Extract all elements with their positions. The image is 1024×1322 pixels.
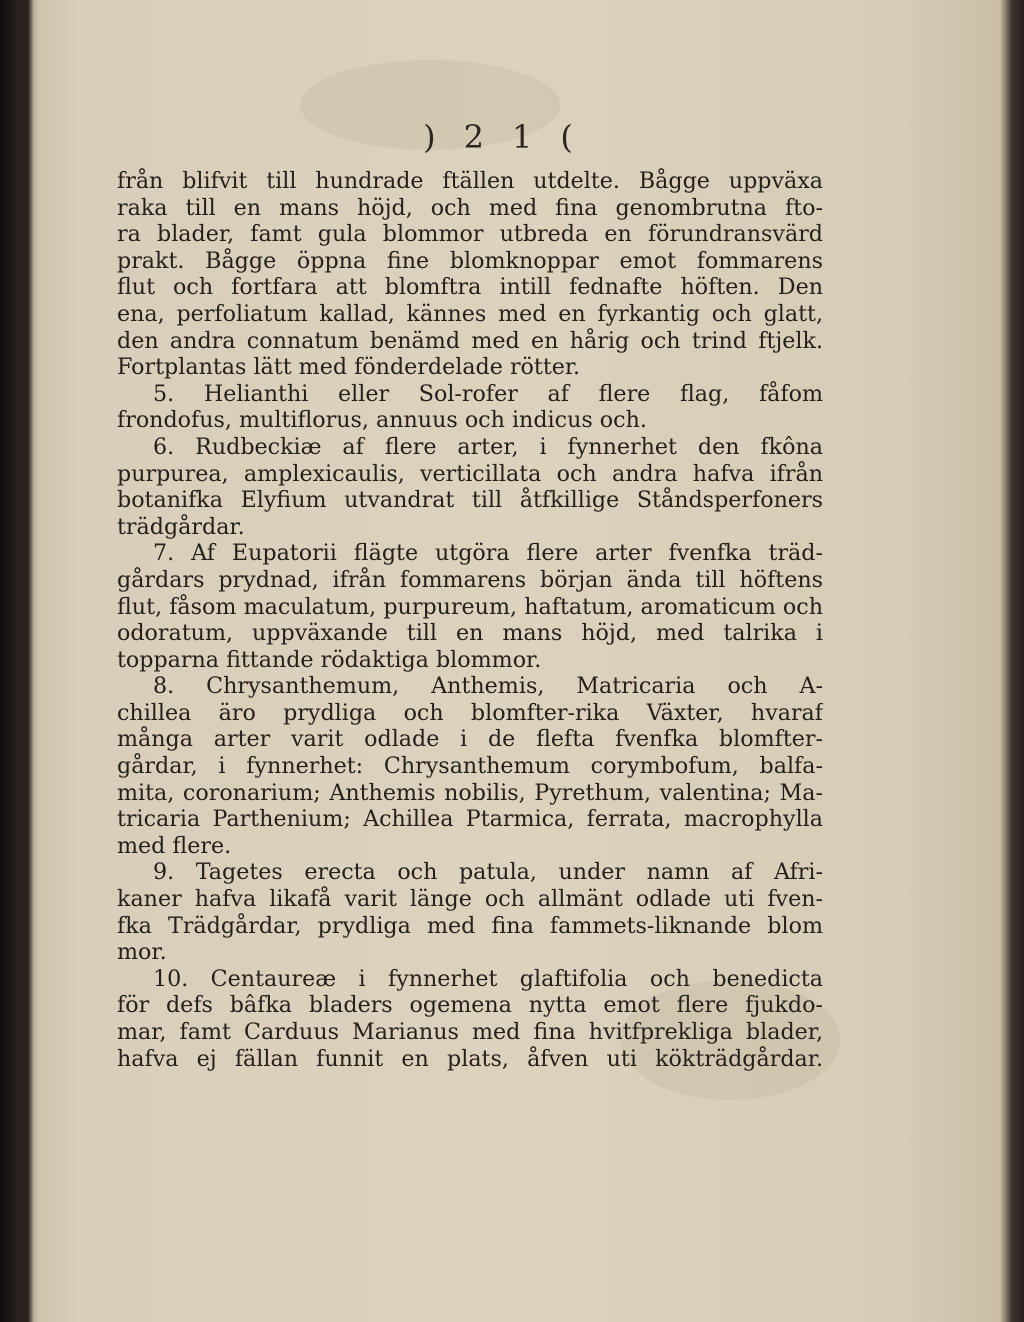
text-line: 9. Tagetes erecta och patula, under namn af Afri- — [153, 859, 823, 886]
text-line: botanifka Elyfium utvandrat till åtfkillige Ståndsperfoners — [117, 487, 823, 514]
text-line: mor. — [117, 939, 167, 966]
text-line: gårdar, i fynnerhet: Chrysanthemum corymbofum, balfa- — [117, 753, 823, 780]
text-line: flut, fåsom maculatum, purpureum, haftatum, aromaticum och — [117, 593, 823, 620]
text-line: prakt. Bågge öppna fine blomknoppar emot fommarens — [117, 247, 823, 274]
text-line: ra blader, famt gula blommor utbreda en förundransvärd — [117, 221, 823, 248]
text-line: mita, coronarium; Anthemis nobilis, Pyrethum, valentina; Ma- — [117, 779, 823, 806]
text-line: den andra connatum benämd med en hårig och trind ftjelk. — [117, 327, 823, 354]
page-number: 21 — [463, 118, 561, 156]
text-line: trädgårdar. — [117, 513, 245, 540]
text-line: fka Trädgårdar, prydliga med fina fammets-liknande blom — [117, 912, 823, 939]
text-line: chillea äro prydliga och blomfter-rika Växter, hvaraf — [117, 699, 823, 726]
text-line: 8. Chrysanthemum, Anthemis, Matricaria och A- — [153, 673, 823, 700]
text-line: tricaria Parthenium; Achillea Ptarmica, ferrata, macrophylla — [117, 806, 823, 833]
header-left-mark: ) — [423, 118, 464, 156]
text-line: gårdars prydnad, ifrån fommarens början ända till höftens — [117, 566, 823, 593]
text-line: raka till en mans höjd, och med fina genombrutna fto- — [117, 194, 823, 221]
text-line: från blifvit till hundrade ftällen utdelte. Bågge uppväxa — [117, 168, 823, 194]
text-line: flut och fortfara att blomftra intill fednafte höften. Den — [117, 274, 823, 301]
text-line: med flere. — [117, 832, 232, 859]
text-line: 6. Rudbeckiæ af flere arter, i fynnerhet den fkôna — [153, 433, 823, 460]
text-line: frondofus, multiflorus, annuus och indicus och. — [117, 407, 647, 434]
book-spine-shadow — [0, 0, 40, 1322]
text-line: för defs bâfka bladers ogemena nytta emot flere fjukdo- — [117, 992, 823, 1019]
text-line: många arter varit odlade i de flefta fvenfka blomfter- — [117, 726, 823, 753]
text-line: ena, perfoliatum kallad, kännes med en fyrkantig och glatt, — [117, 300, 823, 327]
text-line: 10. Centaureæ i fynnerhet glaftifolia och benedicta — [153, 965, 823, 992]
text-line: Fortplantas lätt med fönderdelade rötter. — [117, 354, 581, 381]
text-line: hafva ej fällan funnit en plats, åfven uti kökträdgårdar. — [117, 1045, 823, 1072]
text-line: topparna fittande rödaktiga blommor. — [117, 646, 542, 673]
text-line: odoratum, uppväxande till en mans höjd, med talrika i — [117, 620, 823, 647]
text-line: purpurea, amplexicaulis, verticillata och andra hafva ifrån — [117, 460, 823, 487]
text-line: 5. Helianthi eller Sol-rofer af flere flag, fåfom — [153, 380, 823, 407]
page-header — [0, 118, 1024, 156]
text-line: kaner hafva likafå varit länge och allmänt odlade uti fven- — [117, 886, 823, 913]
text-line: mar, famt Carduus Marianus med fina hvitfprekliga blader, — [117, 1019, 823, 1045]
text-line: 7. Af Eupatorii flägte utgöra flere arter fvenfka träd- — [153, 540, 823, 567]
header-right-mark: ( — [560, 118, 601, 156]
body-text — [117, 168, 823, 1072]
